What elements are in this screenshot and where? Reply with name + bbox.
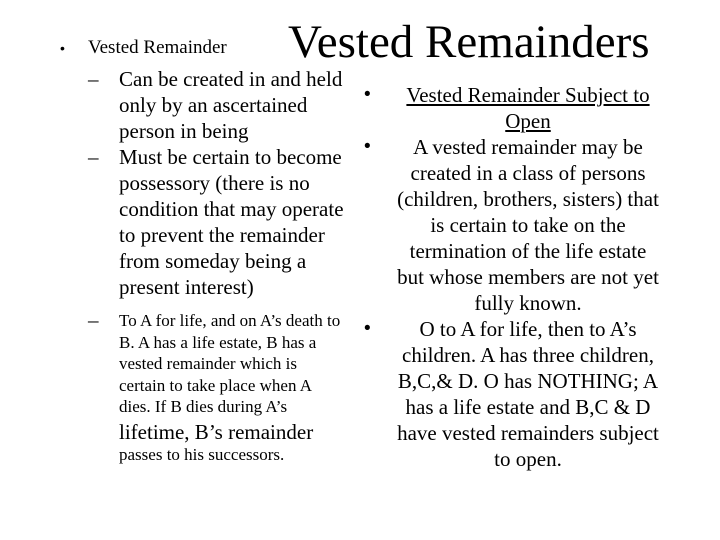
left-column xyxy=(88,66,348,466)
right-bullet-heading: Vested Remainder Subject to Open xyxy=(406,83,650,133)
left-sub-item-tail: lifetime, B’s remainder xyxy=(119,419,314,444)
bullet-icon: • xyxy=(364,318,371,339)
left-heading-text: Vested Remainder xyxy=(88,37,227,58)
slide-title: Vested Remainders xyxy=(288,16,650,68)
right-bullet-text: A vested remainder may be created in a class of persons (children, brothers, sisters) that is certain to take on the termination of the life estate but whose members are not yet fully known. xyxy=(397,135,659,315)
right-column xyxy=(360,82,660,472)
left-sub-item xyxy=(88,66,355,144)
dash-icon: – xyxy=(88,145,99,169)
left-sub-item xyxy=(88,144,355,300)
right-bullet-item xyxy=(360,82,660,134)
bullet-icon: • xyxy=(60,40,65,56)
left-sub-item-tail2: passes to his successors. xyxy=(119,444,285,464)
dash-icon: – xyxy=(88,67,99,91)
right-bullet-text: O to A for life, then to A’s children. A has three children, B,C,& D. O has NOTHING; A has a life estate and B,C & D have vested remainders subject to open. xyxy=(397,317,659,471)
left-sub-item xyxy=(88,310,345,466)
left-sub-item-text: Must be certain to become possessory (there is no condition that may operate to prevent the remainder from someday being a present interest) xyxy=(119,145,344,299)
left-sub-item-text: Can be created in and held only by an ascertained person in being xyxy=(119,67,343,143)
bullet-icon: • xyxy=(364,84,371,105)
bullet-icon: • xyxy=(364,136,371,157)
right-bullet-item xyxy=(360,316,660,472)
dash-icon: – xyxy=(88,308,99,332)
left-sub-item-text: To A for life, and on A’s death to B. A has a life estate, B has a vested remainder which is certain to take place when A dies. If B dies during A’s xyxy=(119,311,341,417)
right-bullet-item xyxy=(360,134,660,316)
